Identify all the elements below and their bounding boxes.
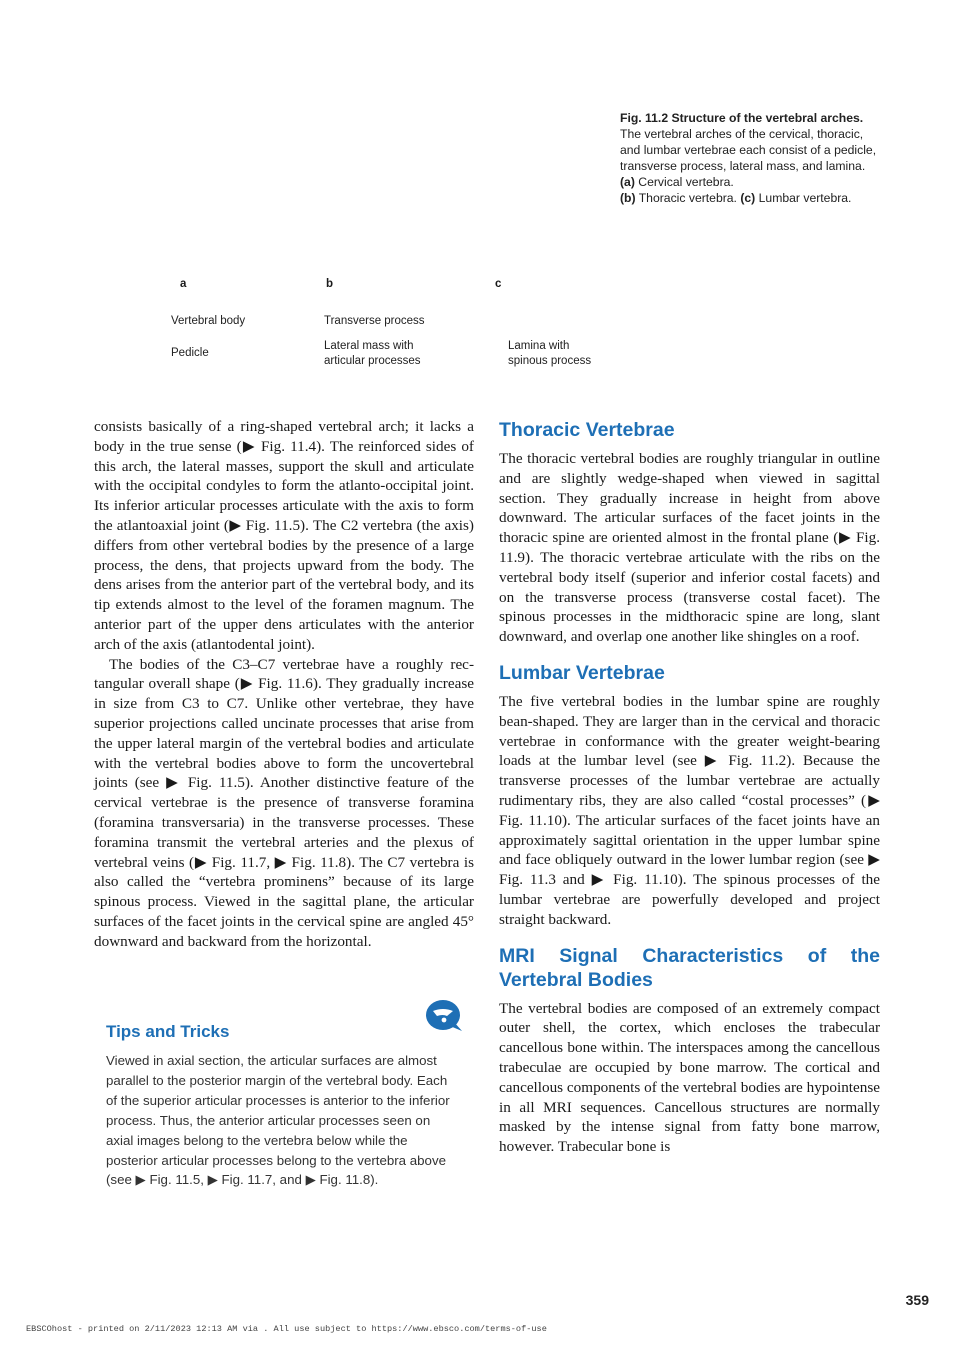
panel-letter-a: a [180, 278, 187, 290]
paragraph-lumbar: The five vertebral bodies in the lumbar spine are roughly bean-shaped. They are larger than in the cervical and thoracic vertebrae in conformance with the greater weight-bearing loads at the lumbar level (see ▶ Fig. 11.2). Because the transverse processes of the lumbar vertebrae are actually rudimentary ribs, they are also called “costal processes” (▶ Fig. 11.10). The articular surfaces of the facet joints have an approximately sagittal orientation in the upper lumbar spine and face obliquely outward in the lower lumbar region (see ▶ Fig. 11.3 and ▶ Fig. 11.10). The spinous processes of the lumbar vertebrae are powerfully developed and project straight backward. [499, 692, 880, 928]
speech-bubble-icon [424, 998, 464, 1034]
caption-c-text: Lumbar vertebra. [758, 191, 852, 205]
caption-a-letter: (a) [620, 175, 635, 189]
print-footer: EBSCOhost - printed on 2/11/2023 12:13 AM via . All use subject to https://www.ebsco.com/terms-of-use [26, 1324, 547, 1334]
tips-text: Viewed in axial section, the articular surfaces are almost parallel to the posterior margin of the vertebral body. Each of the superior articular processes is anterior to the inferior process. Thus, the anterior articular processes seen on axial images belong to the vertebra below while the posterior articular processes belong to the vertebra above (see ▶ Fig. 11.5, ▶ Fig. 11.7, and ▶ Fig. 11.8). [106, 1053, 450, 1188]
caption-title: Fig. 11.2 Structure of the vertebral arches. [620, 111, 864, 125]
caption-b-letter: (b) [620, 191, 636, 205]
paragraph-cervical: The bodies of the C3–C7 vertebrae have a roughly rectangular overall shape (▶ Fig. 11.6). They gradually increase in size from C3 to C7. Unlike other vertebrae, they have superior projections called uncinate processes that arise from the upper lateral margin of the vertebral bodies and articulate with the vertebral bodies above to form the uncovertebral joints (see ▶ Fig. 11.5). Another distinctive feature of the cervical vertebrae is the presence of transverse foramina (foramina transversaria) in the transverse processes. These foramina transmit the vertebral arteries and the plexus of vertebral veins (▶ Fig. 11.7, ▶ Fig. 11.8). The C7 vertebra is also called the “vertebra prominens” because of its large spinous process. Viewed in the sagittal plane, the articular surfaces of the facet joints in the cervical spine are angled 45° downward and backward from the horizontal. [94, 655, 474, 950]
figure-caption [620, 110, 882, 206]
paragraph-mri: The vertebral bodies are composed of an extremely compact outer shell, the cortex, which encloses the trabecular cancellous bone within. The interspaces among the cancellous trabeculae are occupied by bone marrow. The cortical and cancellous components of the vertebral bodies are hypointense in all MRI sequences. Cancellous structures are normally masked by the intense signal from fatty bone marrow, however. Trabecular bone is [499, 999, 880, 1156]
tips-title: Tips and Tricks [106, 1022, 230, 1041]
heading-mri: MRI Signal Characteristics of the Vertebral Bodies [499, 944, 880, 991]
label-lamina-line2: spinous process [508, 355, 592, 367]
paragraph-atlas: consists basically of a ring-shaped vertebral arch; it lacks a body in the true sense (▶ Fig. 11.4). The reinforced sides of this arch, the lateral masses, support the skull and articulate with the occipital condyles to form the atlanto-occipital joint. Its inferior articular processes articulate with the axis to form the atlantoaxial joint (▶ Fig. 11.5). The C2 vertebra (the axis) differs from other vertebral bodies by the presence of a large process, the dens, that projects upward from the body. The dens arises from the anterior part of the vertebral body, and its tip extends almost to the level of the foramen magnum. The anterior part of the upper dens articulates with the anterior arch of the axis (atlantodental joint). [94, 418, 474, 653]
label-lateral-mass-line1: Lateral mass with [324, 340, 414, 352]
heading-thoracic: Thoracic Vertebrae [499, 419, 675, 441]
right-column [499, 418, 880, 1157]
label-transverse-process: Transverse process [324, 315, 425, 327]
tips-box [94, 998, 474, 1198]
panel-letter-c: c [495, 278, 502, 290]
label-lateral-mass [324, 339, 421, 369]
caption-b-text: Thoracic vertebra. [638, 191, 737, 205]
page-number: 359 [905, 1292, 929, 1308]
label-lateral-mass-line2: articular processes [324, 355, 421, 367]
left-column [94, 417, 474, 952]
label-vertebral-body: Vertebral body [171, 315, 246, 327]
caption-c-letter: (c) [740, 191, 756, 205]
paragraph-thoracic: The thoracic vertebral bodies are roughly triangular in outline and are slightly wedge-shaped when viewed in sagittal section. They gradually increase in height from above downward. The articular surfaces of the facet joints in the thoracic spine are oriented almost in the frontal plane (▶ Fig. 11.9). The thoracic vertebrae articulate with the ribs on the vertebral body itself (superior and inferior costal facets) and on the transverse process (transverse costal facet). The spinous processes in the midthoracic spine are long, slant downward, and overlap one another like shingles on a roof. [499, 450, 880, 646]
caption-a-text: Cervical vertebra. [638, 175, 734, 189]
panel-letter-b: b [326, 278, 334, 290]
label-lamina-line1: Lamina with [508, 340, 570, 352]
heading-lumbar: Lumbar Vertebrae [499, 661, 665, 684]
label-pedicle: Pedicle [171, 347, 209, 359]
caption-body: The vertebral arches of the cervical, thoracic, and lumbar vertebrae each consist of a pedicle, transverse process, lateral mass, and lamina. [620, 127, 877, 173]
label-lamina [508, 339, 591, 369]
